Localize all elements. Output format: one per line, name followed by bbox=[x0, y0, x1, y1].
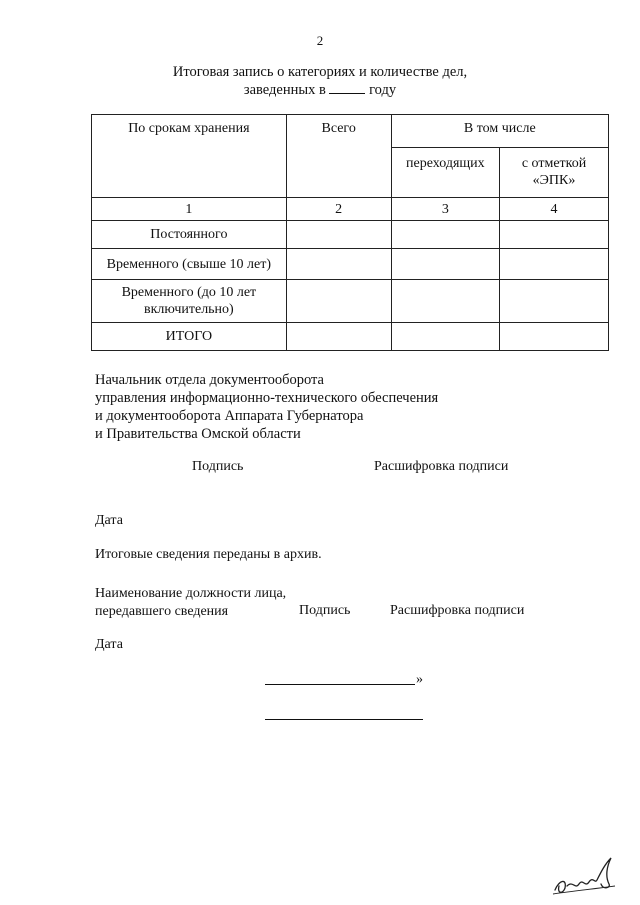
column-number: 1 bbox=[92, 198, 287, 221]
empty-cell bbox=[391, 221, 499, 249]
signature-label: Подпись bbox=[192, 459, 244, 474]
column-number: 2 bbox=[286, 198, 391, 221]
title-line-2-after: году bbox=[369, 82, 397, 98]
page-number: 2 bbox=[316, 33, 324, 48]
empty-cell bbox=[286, 221, 391, 249]
title-line-1: Итоговая запись о категориях и количестве дел, bbox=[172, 64, 468, 80]
column-number-row bbox=[92, 198, 609, 221]
date-label: Дата bbox=[95, 513, 123, 528]
empty-cell bbox=[391, 249, 499, 280]
title-line-2-before: заведенных в bbox=[243, 82, 326, 98]
date-2-label: Дата bbox=[95, 637, 123, 652]
position-block bbox=[95, 585, 286, 621]
header-storage-period: По срокам хранения bbox=[92, 115, 287, 198]
closing-quote: » bbox=[416, 672, 423, 687]
table-header-row bbox=[92, 115, 609, 148]
header-epk bbox=[500, 148, 609, 198]
row-label-line-2: включительно) bbox=[144, 302, 234, 317]
position-line-2: передавшего сведения bbox=[95, 604, 229, 619]
empty-cell bbox=[500, 280, 609, 323]
row-label-temporary-over-10: Временного (свыше 10 лет) bbox=[92, 249, 287, 280]
empty-cell bbox=[500, 221, 609, 249]
header-epk-line-2: «ЭПК» bbox=[532, 173, 576, 188]
table-row bbox=[92, 280, 609, 323]
handwritten-signature bbox=[545, 850, 625, 900]
empty-cell bbox=[500, 249, 609, 280]
header-epk-line-1: с отметкой bbox=[521, 156, 587, 171]
column-number: 3 bbox=[391, 198, 499, 221]
empty-cell bbox=[391, 280, 499, 323]
year-blank bbox=[329, 81, 365, 94]
transferred-text: Итоговые сведения переданы в архив. bbox=[95, 547, 322, 562]
title-line-2 bbox=[120, 81, 520, 99]
row-label-line-1: Временного (до 10 лет bbox=[121, 285, 257, 300]
column-number: 4 bbox=[500, 198, 609, 221]
header-total: Всего bbox=[286, 115, 391, 198]
signature-decode-label: Расшифровка подписи bbox=[374, 459, 509, 474]
empty-cell bbox=[286, 323, 391, 351]
position-line-1: Наименование должности лица, bbox=[95, 586, 287, 601]
header-transitional: переходящих bbox=[391, 148, 499, 198]
org-line-4: и Правительства Омской области bbox=[95, 426, 301, 442]
table-row bbox=[92, 249, 609, 280]
table-row bbox=[92, 323, 609, 351]
empty-cell bbox=[286, 280, 391, 323]
org-line-3: и документооборота Аппарата Губернатора bbox=[95, 408, 364, 424]
org-line-2: управления информационно-технического обеспечения bbox=[95, 390, 439, 406]
empty-cell bbox=[286, 249, 391, 280]
table-row bbox=[92, 221, 609, 249]
signature-2-label: Подпись bbox=[299, 603, 351, 618]
empty-cell bbox=[391, 323, 499, 351]
row-label-permanent: Постоянного bbox=[92, 221, 287, 249]
org-line-1: Начальник отдела документооборота bbox=[95, 372, 324, 388]
empty-cell bbox=[500, 323, 609, 351]
row-label-total: ИТОГО bbox=[92, 323, 287, 351]
blank-line bbox=[265, 707, 423, 720]
document-title bbox=[120, 63, 520, 99]
organization-block bbox=[95, 371, 438, 443]
header-including: В том числе bbox=[391, 115, 608, 148]
date-blank-line bbox=[265, 672, 415, 685]
row-label-temporary-up-to-10 bbox=[92, 280, 287, 323]
signature-2-decode-label: Расшифровка подписи bbox=[390, 603, 525, 618]
summary-table bbox=[91, 114, 609, 351]
